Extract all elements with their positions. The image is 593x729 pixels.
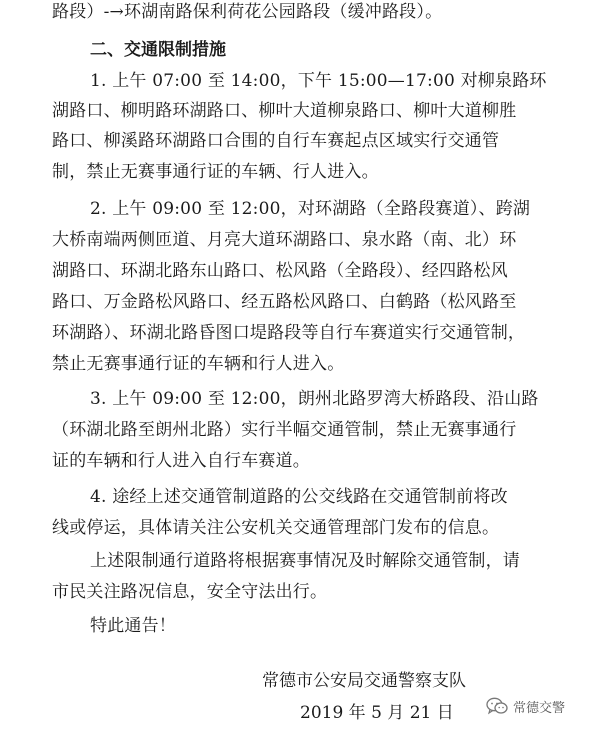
item-2-line-4: 路口、万金路松风路口、经五路松风路口、白鹤路（松风路至: [52, 292, 517, 312]
item-2-line-2: 大桥南端两侧匝道、月亮大道环湖路口、泉水路（南、北）环: [52, 230, 517, 250]
item-3-line-3: 证的车辆和行人进入自行车赛道。: [52, 451, 310, 471]
top-fragment-line: 路段）-→环湖南路保利荷花公园路段（缓冲路段）。: [52, 2, 443, 22]
item-1-line-2: 湖路口、柳明路环湖路口、柳叶大道柳泉路口、柳叶大道柳胜: [52, 101, 517, 121]
watermark-label: 常德交警: [513, 700, 566, 716]
item-3-line-2: （环湖北路至朗州北路）实行半幅交通管制，禁止无赛事通行: [52, 420, 517, 440]
item-1-line-3: 路口、柳溪路环湖路口合围的自行车赛起点区域实行交通管: [52, 131, 500, 151]
section-heading: 二、交通限制措施: [90, 40, 226, 60]
item-2-line-6: 禁止无赛事通行证的车辆和行人进入。: [52, 354, 345, 374]
signature-date: 2019 年 5 月 21 日: [300, 703, 454, 723]
item-1-line-1: 1. 上午 07:00 至 14:00，下午 15:00—17:00 对柳泉路环: [90, 71, 547, 91]
item-2-line-5: 环湖路）、环湖北路昏图口堤路段等自行车赛道实行交通管制，: [52, 323, 526, 343]
closing-line-2: 市民关注路况信息，安全守法出行。: [52, 582, 328, 602]
item-4-line-2: 线或停运，具体请关注公安机关交通管理部门发布的信息。: [52, 518, 500, 538]
item-2-line-3: 湖路口、环湖北路东山路口、松风路（全路段）、经四路松风: [52, 261, 508, 281]
wechat-icon: [486, 697, 508, 715]
item-4-line-1: 4. 途经上述交通管制道路的公交线路在交通管制前将改: [90, 487, 508, 507]
item-1-line-4: 制，禁止无赛事通行证的车辆、行人进入。: [52, 162, 379, 182]
item-2-line-1: 2. 上午 09:00 至 12:00，对环湖路（全路段赛道）、跨湖: [90, 199, 531, 219]
wechat-watermark: [486, 694, 565, 718]
signature-organization: 常德市公安局交通警察支队: [262, 671, 466, 691]
closing-line-1: 上述限制通行道路将根据赛事情况及时解除交通管制，请: [90, 551, 520, 571]
notice-text: 特此通告！: [90, 616, 176, 636]
item-3-line-1: 3. 上午 09:00 至 12:00，朗州北路罗湾大桥路段、沿山路: [90, 389, 539, 409]
